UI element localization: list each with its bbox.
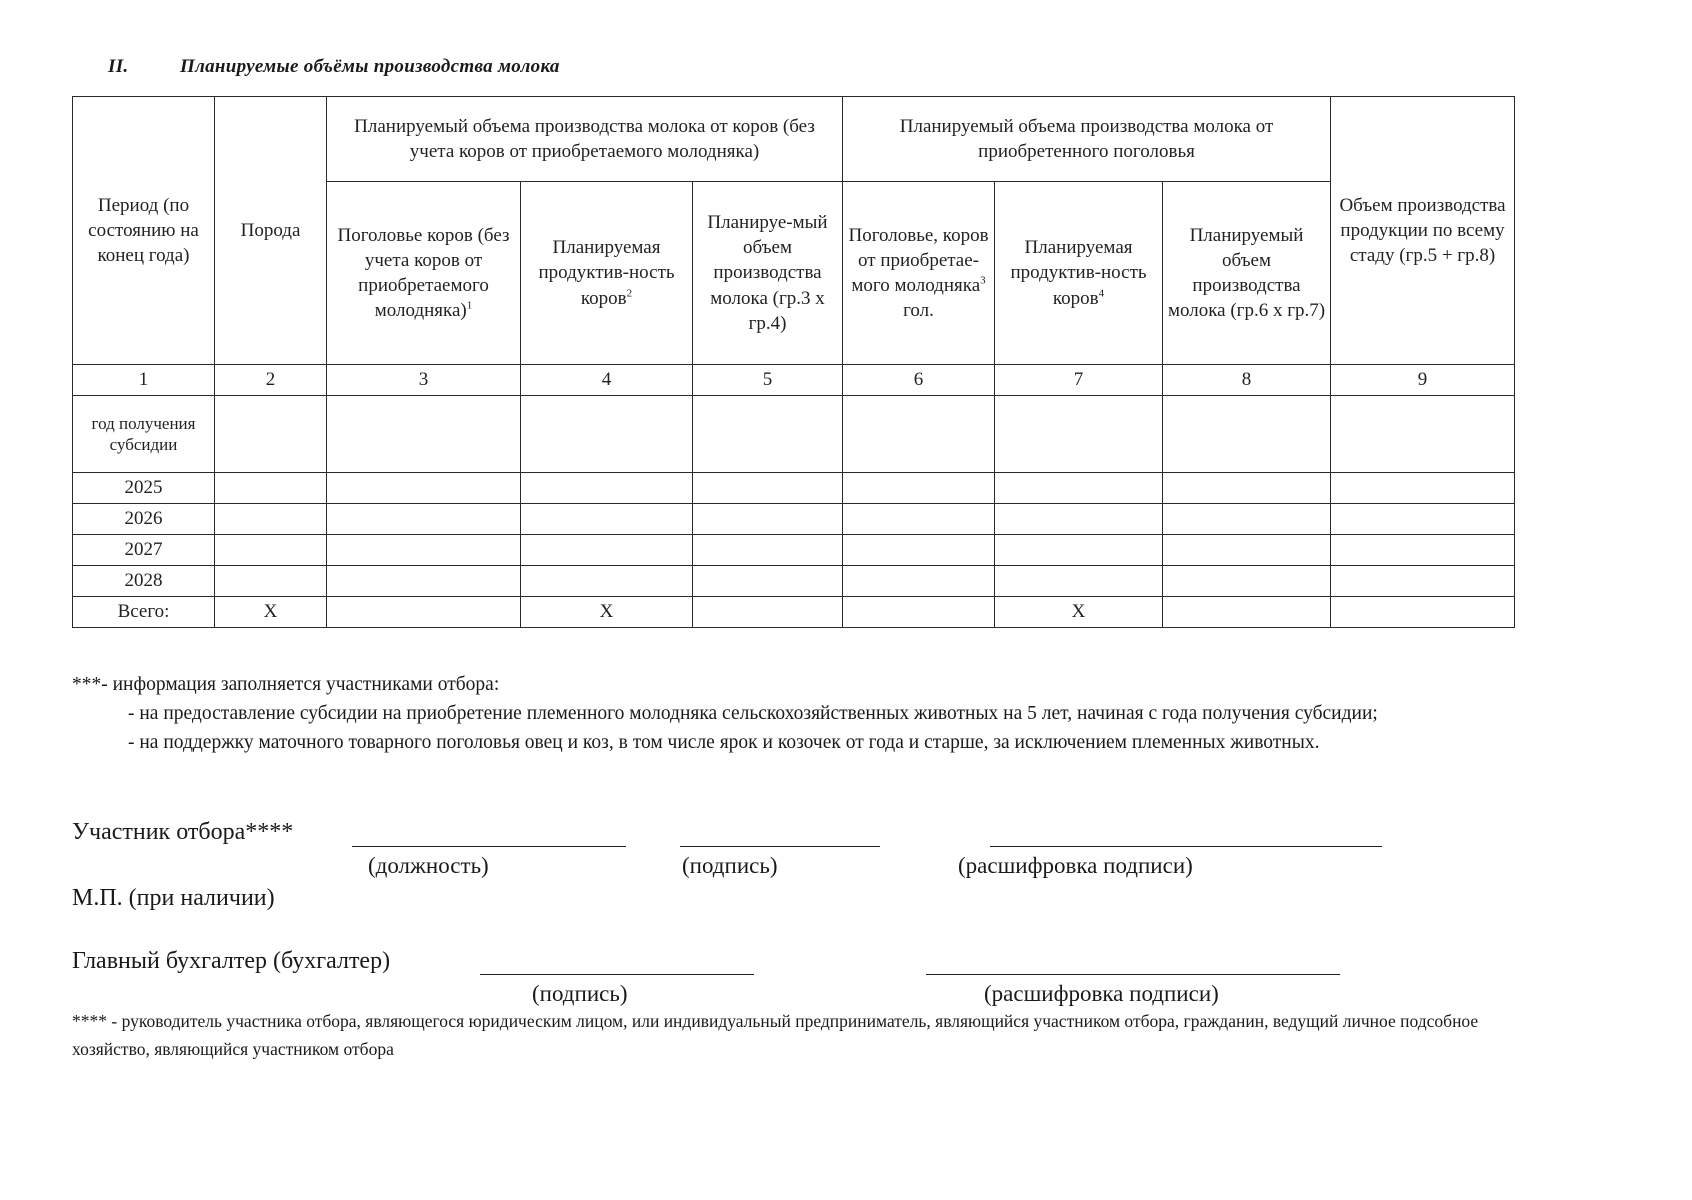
table-cell[interactable] (1163, 473, 1331, 504)
section-title: Планируемые объёмы производства молока (180, 56, 560, 77)
column-number: 9 (1331, 365, 1515, 396)
row-label-2028: 2028 (73, 566, 215, 597)
table-cell[interactable] (1331, 396, 1515, 473)
row-label-2027: 2027 (73, 535, 215, 566)
decode-line[interactable] (990, 846, 1382, 847)
table-cell[interactable] (1163, 504, 1331, 535)
table-cell[interactable] (327, 566, 521, 597)
table-cell[interactable] (1331, 597, 1515, 628)
column-number: 6 (843, 365, 995, 396)
notes-block (72, 670, 1512, 757)
table-cell[interactable] (215, 566, 327, 597)
accountant-decode-caption: (расшифровка подписи) (984, 981, 1219, 1006)
table-row (73, 535, 1515, 566)
table-cell[interactable] (693, 504, 843, 535)
table-cell[interactable] (1331, 473, 1515, 504)
total-cell-col4-x: Х (521, 597, 693, 628)
accountant-label: Главный бухгалтер (бухгалтер) (72, 948, 391, 974)
notes-lead: ***- информация заполняется участниками отбора: (72, 674, 500, 695)
table-row (73, 504, 1515, 535)
table-cell[interactable] (843, 396, 995, 473)
header-col4-text: Планируемая продуктив-ность коров (538, 237, 675, 309)
table-cell[interactable] (215, 396, 327, 473)
notes-item-2: - на поддержку маточного товарного поголовья овец и коз, в том числе ярок и козочек от года и старше, за исключением племенных животных. (128, 732, 1320, 753)
position-line[interactable] (352, 846, 626, 847)
table-cell[interactable] (693, 396, 843, 473)
row-label-2025: 2025 (73, 473, 215, 504)
decode-caption: (расшифровка подписи) (958, 853, 1193, 878)
column-number: 5 (693, 365, 843, 396)
header-total-volume: Объем производства продукции по всему стаду (гр.5 + гр.8) (1331, 97, 1515, 365)
table-cell[interactable] (843, 473, 995, 504)
table-cell[interactable] (521, 396, 693, 473)
accountant-signature-caption: (подпись) (532, 981, 628, 1006)
table-cell[interactable] (843, 504, 995, 535)
row-label-total: Всего: (73, 597, 215, 628)
header-col7-text: Планируемая продуктив-ность коров (1010, 237, 1147, 309)
row-label-2026: 2026 (73, 504, 215, 535)
table-cell[interactable] (995, 473, 1163, 504)
table-cell[interactable] (327, 473, 521, 504)
header-col6-footnote: 3 (980, 274, 986, 287)
header-col3-text: Поголовье коров (без учета коров от приобретаемого молодняка) (337, 224, 510, 322)
column-number: 2 (215, 365, 327, 396)
column-number: 8 (1163, 365, 1331, 396)
table-cell[interactable] (327, 504, 521, 535)
table-cell[interactable] (1331, 504, 1515, 535)
header-col4 (521, 182, 693, 365)
table-cell[interactable] (521, 566, 693, 597)
position-caption: (должность) (368, 853, 489, 878)
table-cell[interactable] (521, 504, 693, 535)
table-row (73, 473, 1515, 504)
table-cell[interactable] (843, 566, 995, 597)
table-row-total (73, 597, 1515, 628)
column-number: 4 (521, 365, 693, 396)
table-cell[interactable] (215, 504, 327, 535)
table-row (73, 566, 1515, 597)
header-col3 (327, 182, 521, 365)
signature-line[interactable] (680, 846, 880, 847)
notes-item-1: - на предоставление субсидии на приобретение племенного молодняка сельскохозяйственных животных на 5 лет, начиная с года получения субсидии; (128, 703, 1378, 724)
table-cell[interactable] (1163, 566, 1331, 597)
table-cell[interactable] (843, 597, 995, 628)
column-number: 3 (327, 365, 521, 396)
header-col6-unit: гол. (903, 300, 934, 322)
table-cell[interactable] (215, 473, 327, 504)
header-col7-footnote: 4 (1098, 287, 1105, 300)
table-cell[interactable] (1331, 566, 1515, 597)
table-cell[interactable] (521, 473, 693, 504)
total-cell-col7-x: Х (995, 597, 1163, 628)
section-heading (108, 56, 560, 78)
table-row (73, 396, 1515, 473)
section-number: II. (108, 56, 129, 77)
table-cell[interactable] (995, 504, 1163, 535)
header-breed: Порода (215, 97, 327, 365)
table-cell[interactable] (1163, 535, 1331, 566)
table-cell[interactable] (1331, 535, 1515, 566)
header-col3-footnote: 1 (466, 299, 473, 312)
table-cell[interactable] (995, 566, 1163, 597)
table-cell[interactable] (693, 473, 843, 504)
header-col6-text: Поголовье, коров от приобретае-мого молодняка (848, 224, 989, 296)
header-group-own-cows: Планируемый объема производства молока от коров (без учета коров от приобретаемого молодняка) (327, 97, 843, 182)
table-cell[interactable] (1163, 396, 1331, 473)
table-cell[interactable] (327, 597, 521, 628)
table-cell[interactable] (327, 535, 521, 566)
header-period: Период (по состоянию на конец года) (73, 97, 215, 365)
accountant-signature-line[interactable] (480, 974, 754, 975)
table-cell[interactable] (995, 396, 1163, 473)
table-cell[interactable] (215, 535, 327, 566)
table-cell[interactable] (327, 396, 521, 473)
accountant-decode-line[interactable] (926, 974, 1340, 975)
header-col6 (843, 182, 995, 365)
header-col5: Планируе-мый объем производства молока (гр.3 х гр.4) (693, 182, 843, 365)
column-number: 1 (73, 365, 215, 396)
column-number: 7 (995, 365, 1163, 396)
table-cell[interactable] (995, 535, 1163, 566)
table-cell[interactable] (843, 535, 995, 566)
header-group-acquired: Планируемый объема производства молока от приобретенного поголовья (843, 97, 1331, 182)
signature-caption: (подпись) (682, 853, 778, 878)
table-cell[interactable] (693, 535, 843, 566)
header-col7 (995, 182, 1163, 365)
milk-production-table (72, 96, 1515, 628)
header-col8: Планируемый объем производства молока (гр.6 х гр.7) (1163, 182, 1331, 365)
total-cell-col2-x: Х (215, 597, 327, 628)
footnote: **** - руководитель участника отбора, являющегося юридическим лицом, или индивидуальный предприниматель, являющийся участником отбора, гражданин, ведущий личное подсобное хозяйство, являющийся участником отбора (72, 1011, 1479, 1059)
participant-label: Участник отбора**** (72, 819, 294, 845)
stamp-label: М.П. (при наличии) (72, 885, 275, 911)
row-label-subsidy-year: год получения субсидии (73, 396, 215, 473)
table-cell[interactable] (1163, 597, 1331, 628)
table-cell[interactable] (693, 566, 843, 597)
table-cell[interactable] (693, 597, 843, 628)
table-cell[interactable] (521, 535, 693, 566)
header-col4-footnote: 2 (626, 287, 633, 300)
